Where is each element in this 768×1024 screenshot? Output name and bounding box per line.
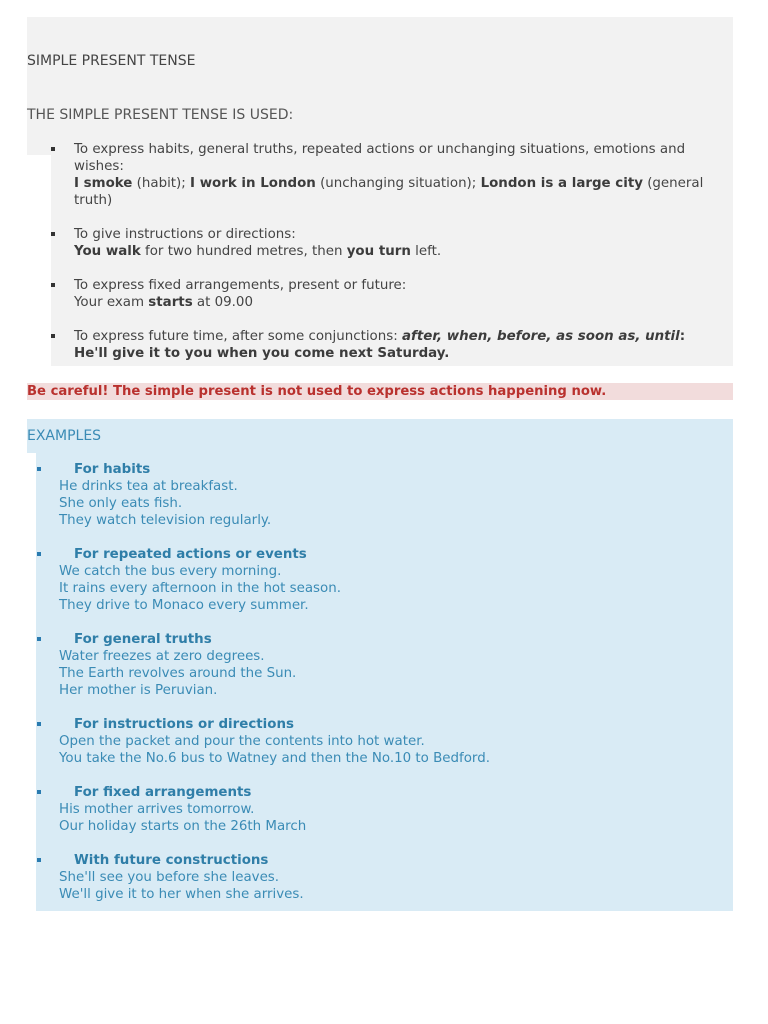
bold-text: He'll give it to you when you come next Saturday. [74,346,450,361]
example-title: For instructions or directions [74,717,294,732]
plain-text: (unchanging situation); [315,176,481,191]
usage-heading: THE SIMPLE PRESENT TENSE IS USED: [27,107,294,123]
examples-heading: EXAMPLES [27,428,102,444]
example-title: For habits [74,462,151,477]
example-group [36,716,726,767]
bold-text: you turn [346,244,411,259]
bold-text: London is a large city [480,176,643,191]
document-title: SIMPLE PRESENT TENSE [27,53,196,69]
plain-text: To express habits, general truths, repeated actions or unchanging situations, emotions and wishes: [74,142,686,174]
example-group [36,461,726,529]
bold-text: I smoke [74,176,133,191]
bullet-marker [51,147,55,151]
bullet-marker [51,283,55,287]
italic-text: after, when, before, as soon as, until [401,329,680,344]
plain-text: for two hundred metres, then [140,244,347,259]
example-sentence: Open the packet and pour the contents into hot water. [59,734,425,749]
example-title: With future constructions [74,853,269,868]
bold-text: : [679,329,686,344]
usage-line [74,243,711,260]
bullet-marker [51,232,55,236]
warning-text: Be careful! The simple present is not used to express actions happening now. [27,384,607,399]
example-sentence: It rains every afternoon in the hot season. [59,581,341,596]
examples-list [36,461,726,903]
plain-text: at 09.00 [192,295,253,310]
bullet-marker [37,637,41,641]
usage-item [51,328,711,362]
example-title: For repeated actions or events [74,547,307,562]
example-title: For general truths [74,632,212,647]
example-sentence: Water freezes at zero degrees. [59,649,265,664]
bullet-marker [37,858,41,862]
bullet-marker [51,334,55,338]
plain-text: left. [410,244,442,259]
example-group [36,784,726,835]
plain-text: (habit); [132,176,191,191]
example-sentence: We catch the bus every morning. [59,564,282,579]
example-sentence: We'll give it to her when she arrives. [59,887,304,902]
plain-text: Your exam [74,295,149,310]
bullet-marker [37,722,41,726]
usage-list [51,141,711,362]
usage-line [74,141,711,175]
example-title: For fixed arrangements [74,785,252,800]
usage-line [74,328,711,345]
usage-item [51,226,711,260]
example-sentence: He drinks tea at breakfast. [59,479,238,494]
example-group [36,631,726,699]
example-group [36,546,726,614]
example-sentence: His mother arrives tomorrow. [59,802,255,817]
usage-line [74,345,711,362]
plain-text: To give instructions or directions: [74,227,296,242]
usage-line [74,226,711,243]
bullet-marker [37,790,41,794]
bold-text: You walk [74,244,141,259]
bullet-marker [37,467,41,471]
plain-text: To express future time, after some conjunctions: [74,329,402,344]
example-sentence: Our holiday starts on the 26th March [59,819,307,834]
example-group [36,852,726,903]
example-sentence: They watch television regularly. [59,513,272,528]
emphasis-text [402,329,680,344]
example-sentence: She'll see you before she leaves. [59,870,280,885]
plain-text: To express fixed arrangements, present or future: [74,278,407,293]
example-sentence: They drive to Monaco every summer. [59,598,309,613]
usage-item [51,141,711,209]
usage-line [74,175,711,209]
bullet-marker [37,552,41,556]
example-sentence: She only eats fish. [59,496,183,511]
usage-item [51,277,711,311]
example-sentence: Her mother is Peruvian. [59,683,218,698]
bold-text: I work in London [190,176,316,191]
example-sentence: The Earth revolves around the Sun. [59,666,297,681]
usage-line [74,294,711,311]
bold-text: starts [148,295,193,310]
plain-text: (general truth) [74,176,704,208]
usage-line [74,277,711,294]
example-sentence: You take the No.6 bus to Watney and then the No.10 to Bedford. [59,751,490,766]
